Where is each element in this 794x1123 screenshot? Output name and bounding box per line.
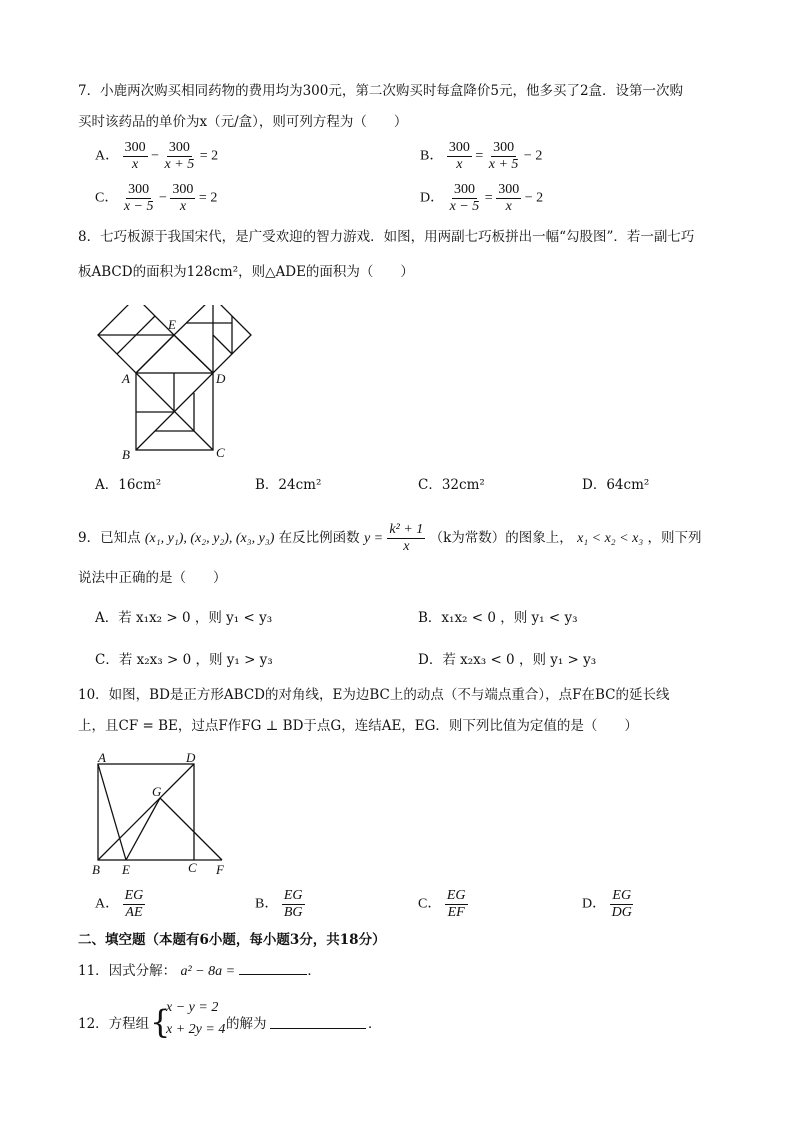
q12-eq1: x − y = 2 bbox=[166, 1000, 219, 1015]
option-label: D． bbox=[582, 896, 607, 912]
q7-option-d[interactable] bbox=[420, 182, 543, 215]
numerator: 300 bbox=[128, 182, 150, 197]
numerator: 300 bbox=[453, 182, 475, 197]
fraction bbox=[447, 140, 472, 173]
numerator: 300 bbox=[498, 182, 520, 197]
q10-option-a[interactable] bbox=[95, 888, 145, 921]
option-label: A． bbox=[95, 148, 120, 164]
answer-blank[interactable] bbox=[270, 1014, 366, 1029]
numerator: EG bbox=[612, 888, 632, 903]
fraction bbox=[163, 140, 197, 173]
q8-option-d[interactable]: D．64cm² bbox=[582, 477, 650, 493]
q7-line1: 7．小鹿两次购买相同药物的费用均为300元，第二次购买时每盒降价5元，他多买了2盒．设第一次购 bbox=[78, 83, 684, 99]
denominator: x bbox=[403, 539, 410, 554]
fraction bbox=[448, 182, 482, 215]
q10-option-d[interactable] bbox=[582, 888, 634, 921]
label-c: C bbox=[216, 445, 225, 460]
q10-option-c[interactable] bbox=[418, 888, 468, 921]
numerator: 300 bbox=[172, 182, 194, 197]
left-square bbox=[98, 305, 174, 373]
q9-text-mid: 在反比例函数 bbox=[278, 530, 360, 546]
operator: = bbox=[484, 190, 493, 206]
section-heading: 二、填空题（本题有6小题，每小题3分，共18分） bbox=[78, 932, 386, 948]
q9-option-c[interactable]: C．若 x₂x₃ > 0 ，则 y₁ > y₃ bbox=[95, 652, 273, 668]
q12-eq2: x + 2y = 4 bbox=[166, 1022, 226, 1037]
q12-pre: 12．方程组 bbox=[78, 1016, 150, 1032]
segment-eg bbox=[126, 798, 160, 860]
q9-text-pre: 9．已知点 bbox=[78, 530, 141, 546]
tail: = 2 bbox=[198, 190, 218, 206]
q10-line1: 10．如图，BD是正方形ABCD的对角线，E为边BC上的动点（不与端点重合），点F在BC的延长线 bbox=[78, 687, 670, 703]
fraction bbox=[496, 182, 521, 215]
fraction bbox=[487, 140, 521, 173]
label-e: E bbox=[122, 862, 130, 877]
fraction bbox=[122, 182, 156, 215]
triangle-ade bbox=[136, 335, 213, 373]
numerator: 300 bbox=[493, 140, 515, 155]
label-a: A bbox=[122, 371, 130, 386]
denominator: x bbox=[505, 199, 512, 214]
q7-line2: 买时该药品的单价为x（元/盒），则可列方程为（ ） bbox=[78, 114, 408, 130]
q8-line2: 板ABCD的面积为128cm²，则△ADE的面积为（ ） bbox=[78, 264, 414, 280]
q9-func-fraction bbox=[387, 522, 425, 555]
q8-option-a[interactable]: A．16cm² bbox=[95, 477, 162, 493]
fraction bbox=[610, 888, 634, 921]
q7-option-c[interactable] bbox=[95, 182, 217, 215]
label-d: D bbox=[216, 371, 226, 386]
q12-end: ． bbox=[368, 1016, 382, 1032]
denominator: x + 5 bbox=[164, 157, 195, 172]
denominator: DG bbox=[611, 905, 632, 920]
numerator: k² + 1 bbox=[389, 522, 424, 537]
numerator: EG bbox=[446, 888, 466, 903]
q8-line1: 8．七巧板源于我国宋代，是广受欢迎的智力游戏．如图，用两副七巧板拼出一幅“勾股图”．若一副七巧 bbox=[78, 229, 695, 245]
option-label: C． bbox=[418, 896, 442, 912]
q9-option-a[interactable]: A．若 x₁x₂ > 0 ，则 y₁ < y₃ bbox=[95, 610, 273, 626]
option-label: B． bbox=[255, 896, 279, 912]
q9-func-y: y = bbox=[363, 531, 384, 546]
denominator: AE bbox=[125, 905, 143, 920]
q9-line2: 说法中正确的是（ ） bbox=[78, 570, 227, 586]
option-label: B． bbox=[420, 148, 444, 164]
option-label: D． bbox=[420, 190, 445, 206]
q7-option-b[interactable] bbox=[420, 140, 542, 173]
q8-option-b[interactable]: B．24cm² bbox=[255, 477, 322, 493]
q9-points: (x₁, y₁), (x₂, y₂), (x₃, y₃) bbox=[144, 531, 275, 546]
label-g: G bbox=[152, 784, 162, 799]
q9-option-d[interactable]: D．若 x₂x₃ < 0 ，则 y₁ > y₃ bbox=[418, 652, 597, 668]
label-c: C bbox=[188, 860, 197, 875]
operator: − bbox=[159, 190, 167, 206]
denominator: x + 5 bbox=[488, 157, 519, 172]
q9-line1 bbox=[78, 522, 702, 555]
denominator: x − 5 bbox=[123, 199, 154, 214]
numerator: 300 bbox=[168, 140, 190, 155]
numerator: EG bbox=[124, 888, 144, 903]
tangram-figure bbox=[90, 305, 260, 465]
q11-end: ． bbox=[307, 963, 321, 979]
answer-blank[interactable] bbox=[239, 960, 307, 975]
fraction bbox=[282, 888, 305, 921]
fraction bbox=[123, 888, 146, 921]
denominator: BG bbox=[283, 905, 303, 920]
denominator: x bbox=[179, 199, 187, 214]
numerator: 300 bbox=[448, 140, 470, 155]
tail: − 2 bbox=[523, 148, 543, 164]
q10-line2: 上，且CF = BE，过点F作FG ⊥ BD于点G，连结AE，EG．则下列比值为定值的是（ ） bbox=[78, 718, 638, 734]
tail: − 2 bbox=[524, 190, 544, 206]
denominator: x bbox=[456, 157, 463, 172]
label-b: B bbox=[92, 862, 100, 877]
denominator: EF bbox=[447, 905, 465, 920]
fraction bbox=[123, 140, 148, 173]
fraction bbox=[170, 182, 195, 215]
label-e: E bbox=[168, 317, 176, 332]
q9-option-b[interactable]: B．x₁x₂ < 0 ，则 y₁ < y₃ bbox=[418, 610, 578, 626]
operator: − bbox=[151, 148, 160, 164]
denominator: x − 5 bbox=[449, 199, 480, 214]
q7-option-a[interactable] bbox=[95, 140, 218, 173]
denominator: x bbox=[132, 157, 139, 172]
segment-gf bbox=[160, 798, 222, 860]
option-label: A． bbox=[95, 896, 120, 912]
label-b: B bbox=[122, 447, 130, 462]
q10-option-b[interactable] bbox=[255, 888, 305, 921]
q9-order: x₁ < x₂ < x₃ bbox=[577, 531, 644, 546]
q12-mid: 的解为 bbox=[226, 1016, 267, 1032]
q11 bbox=[78, 960, 321, 983]
tail: = 2 bbox=[199, 148, 219, 164]
q9-text-end: ，则下列 bbox=[647, 530, 702, 546]
q9-text-after: （k为常数）的图象上， bbox=[429, 530, 573, 546]
option-label: C． bbox=[95, 190, 119, 206]
numerator: 300 bbox=[124, 140, 146, 155]
q8-option-c[interactable]: C．32cm² bbox=[418, 477, 485, 493]
q11-expr: a² − 8a = bbox=[180, 964, 236, 979]
q11-pre: 11．因式分解： bbox=[78, 963, 177, 979]
fraction bbox=[445, 888, 468, 921]
numerator: EG bbox=[283, 888, 303, 903]
operator: = bbox=[475, 148, 484, 164]
square-figure bbox=[88, 750, 238, 878]
label-a: A bbox=[98, 750, 106, 765]
label-f: F bbox=[216, 862, 224, 877]
brace-icon: { bbox=[150, 1003, 171, 1041]
label-d: D bbox=[186, 750, 196, 765]
